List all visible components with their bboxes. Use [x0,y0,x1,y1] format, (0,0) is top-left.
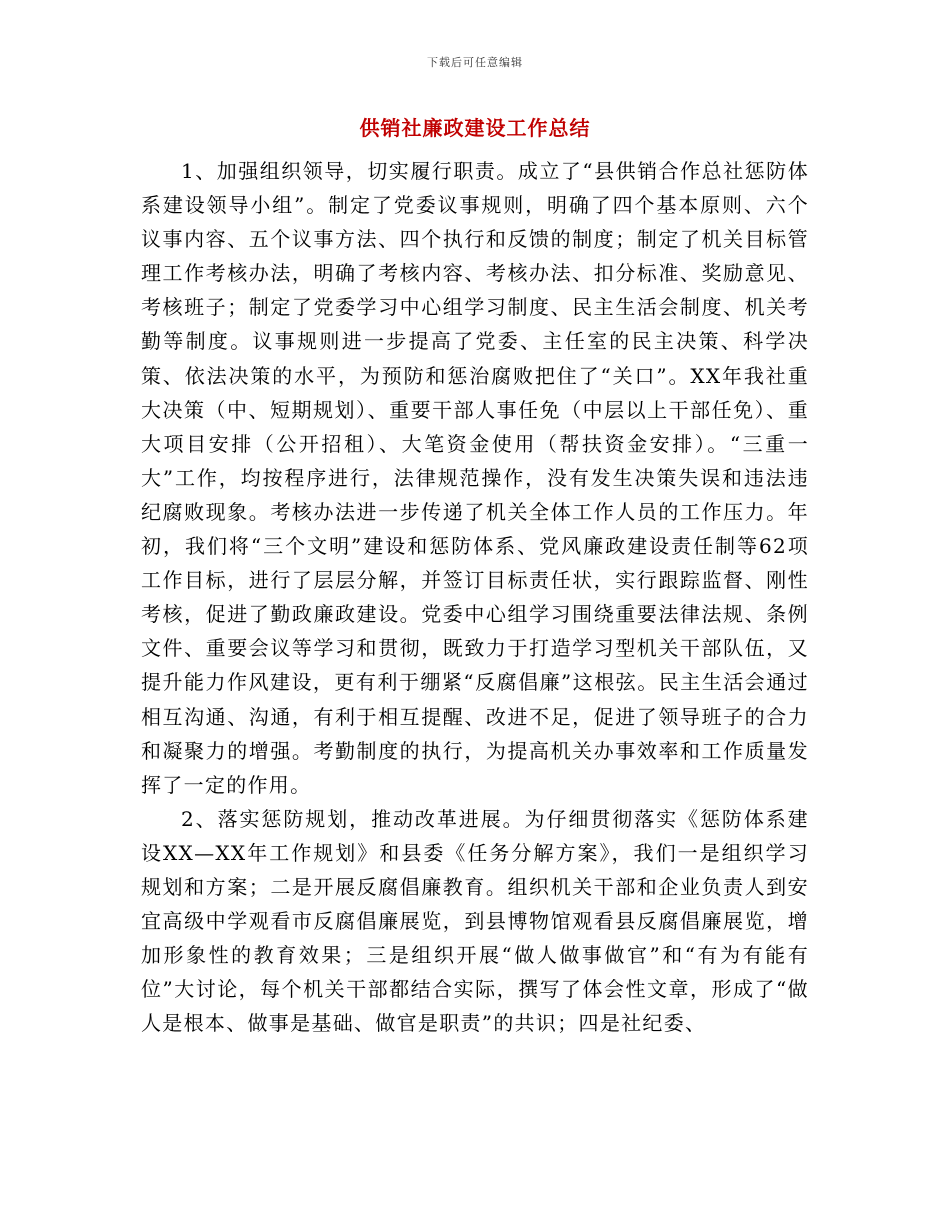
paragraph-2: 2、落实惩防规划，推动改革进展。为仔细贯彻落实《惩防体系建设XX—XX年工作规划》和县委《任务分解方案》，我们一是组织学习规划和方案；二是开展反腐倡廉教育。组织机关干部和企业负责人到安宜高级中学观看市反腐倡廉展览，到县博物馆观看县反腐倡廉展览，增加形象性的教育效果；三是组织开展“做人做事做官”和“有为有能有位”大讨论，每个机关干部都结合实际，撰写了体会性文章，形成了“做人是根本、做事是基础、做官是职责”的共识；四是社纪委、 [141,806,809,1036]
page-header-note: 下载后可任意编辑 [427,56,523,69]
document-title: 供销社廉政建设工作总结 [359,116,591,140]
paragraph-1: 1、加强组织领导，切实履行职责。成立了“县供销合作总社惩防体系建设领导小组”。制定了党委议事规则，明确了四个基本原则、六个议事内容、五个议事方法、四个执行和反馈的制度；制定了机关目标管理工作考核办法，明确了考核内容、考核办法、扣分标准、奖励意见、考核班子；制定了党委学习中心组学习制度、民主生活会制度、机关考勤等制度。议事规则进一步提高了党委、主任室的民主决策、科学决策、依法决策的水平，为预防和惩治腐败把住了“关口”。XX年我社重大决策（中、短期规划）、重要干部人事任免（中层以上干部任免）、重大项目安排（公开招租）、大笔资金使用（帮扶资金安排）。“三重一大”工作，均按程序进行，法律规范操作，没有发生决策失误和违法违纪腐败现象。考核办法进一步传递了机关全体工作人员的工作压力。年初，我们将“三个文明”建设和惩防体系、党风廉政建设责任制等62项工作目标，进行了层层分解，并签订目标责任状，实行跟踪监督、刚性考核，促进了勤政廉政建设。党委中心组学习围绕重要法律法规、条例文件、重要会议等学习和贯彻，既致力于打造学习型机关干部队伍，又提升能力作风建设，更有利于绷紧“反腐倡廉”这根弦。民主生活会通过相互沟通、沟通，有利于相互提醒、改进不足，促进了领导班子的合力和凝聚力的增强。考勤制度的执行，为提高机关办事效率和工作质量发挥了一定的作用。 [141,159,809,797]
document-body [141,154,809,1040]
